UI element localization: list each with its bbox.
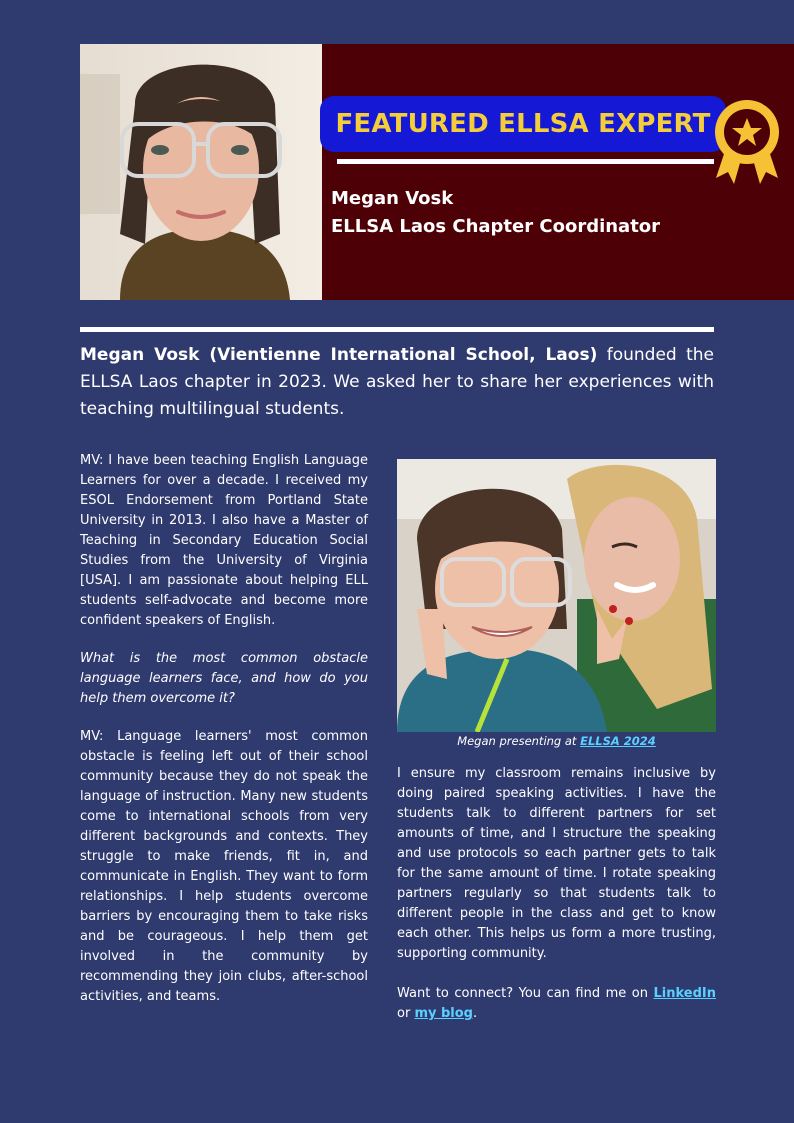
badge-title: FEATURED ELLSA EXPERT — [335, 109, 711, 139]
intro-paragraph — [80, 342, 714, 423]
left-column — [80, 451, 368, 1025]
interview-question: What is the most common obstacle language learners face, and how do you help them overcome it? — [80, 651, 368, 706]
award-medal-icon — [712, 98, 782, 186]
expert-name-block — [331, 185, 660, 241]
ellsa-2024-link[interactable]: ELLSA 2024 — [580, 734, 656, 748]
connect-period: . — [472, 1006, 478, 1021]
connect-text: Want to connect? You can find me on — [397, 986, 654, 1001]
intro-bold: Megan Vosk (Vientienne International School, Laos) — [80, 345, 598, 365]
right-column — [397, 764, 716, 1044]
connect-paragraph — [397, 984, 716, 1024]
answer-paragraph-3: I ensure my classroom remains inclusive by doing paired speaking activities. I have the students talk to different partners for set amounts of time, and I structure the speaking and use protocols so each partner gets to talk for the same amount of time. I rotate speaking partners regularly so that students talk to different people in the class and get to know each other. This helps us form a more trusting, supporting community. — [397, 766, 716, 961]
answer-paragraph-1: MV: I have been teaching English Language Learners for over a decade. I received my ESOL Endorsement from Portland State University in 2013. I also have a Master of Teaching in Secondary Education Social Studies from the University of Virginia [USA]. I am passionate about helping ELL students self-advocate and become more confident speakers of English. — [80, 453, 368, 628]
featured-expert-badge — [320, 96, 726, 152]
portrait-photo — [80, 44, 322, 300]
connect-or: or — [397, 1006, 415, 1021]
linkedin-link[interactable]: LinkedIn — [653, 986, 716, 1001]
section-divider — [80, 327, 714, 332]
blog-link[interactable]: my blog — [414, 1006, 473, 1021]
intro-text: founded the ELLSA Laos chapter in 2023. We asked her to share her experiences with teaching multilingual students. — [80, 345, 714, 419]
badge-underline — [337, 159, 714, 164]
expert-role: ELLSA Laos Chapter Coordinator — [331, 216, 661, 237]
answer-paragraph-2: MV: Language learners' most common obstacle is feeling left out of their school community because they do not speak the language of instruction. Many new students come to international schools from very different backgrounds and contexts. They struggle to make friends, fit in, and communicate in English. They want to form relationships. I help students overcome barriers by encouraging them to take risks and be courageous. I help them get involved in the community by recommending they join clubs, after-school activities, and teams. — [80, 729, 368, 1004]
photo-caption — [397, 733, 716, 749]
presentation-photo — [397, 459, 716, 732]
expert-name: Megan Vosk — [331, 188, 454, 209]
caption-text: Megan presenting at — [457, 734, 581, 748]
